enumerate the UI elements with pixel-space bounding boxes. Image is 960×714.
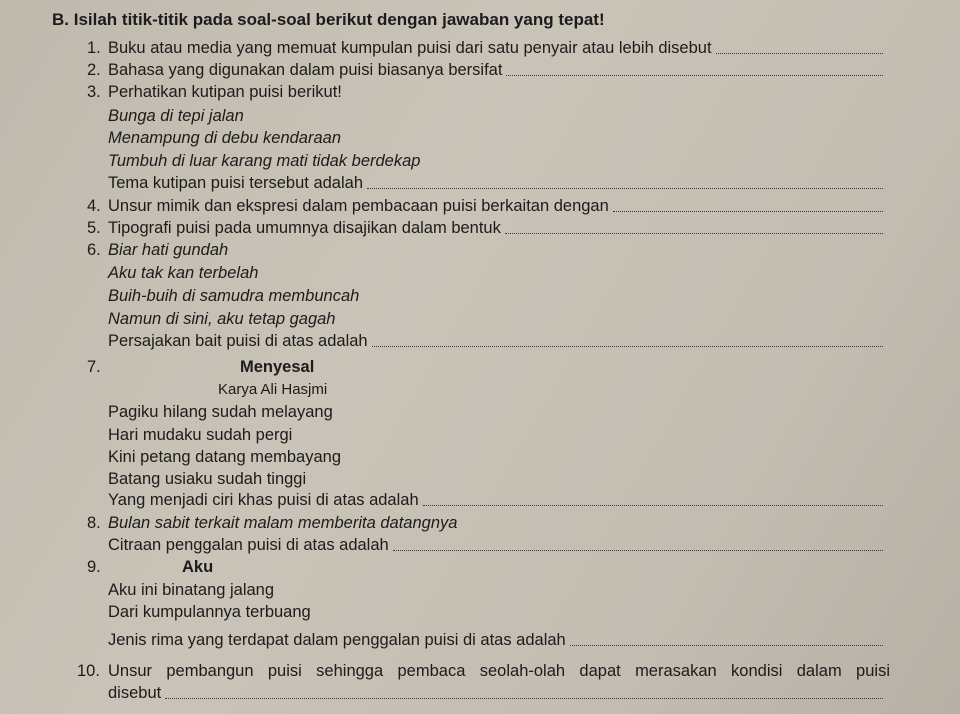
q7-prompt-row — [108, 490, 883, 510]
q7-poem-title: Menyesal — [240, 358, 315, 376]
q3-poem-line: Tumbuh di luar karang mati tidak berdekap — [108, 152, 421, 170]
q10-cont: disebut — [108, 684, 162, 702]
q6-number: 6. — [87, 241, 101, 259]
q9-poem-title: Aku — [182, 558, 214, 576]
q7-poem-line: Pagiku hilang sudah melayang — [108, 403, 333, 421]
q6-prompt-row — [108, 331, 883, 351]
q7-poem-line: Hari mudaku sudah pergi — [108, 426, 293, 444]
q5-row — [108, 218, 883, 238]
q3-poem-line: Menampung di debu kendaraan — [108, 129, 342, 147]
q6-poem-line: Namun di sini, aku tetap gagah — [108, 310, 336, 328]
q3-text: Perhatikan kutipan puisi berikut! — [108, 83, 342, 101]
q9-prompt: Jenis rima yang terdapat dalam penggalan puisi di atas adalah — [108, 631, 566, 649]
q9-poem-line: Aku ini binatang jalang — [108, 581, 275, 599]
q10-answer-line[interactable] — [165, 698, 883, 699]
q7-poem-line: Kini petang datang membayang — [108, 448, 341, 466]
q7-number: 7. — [87, 358, 101, 376]
q10-prompt-row — [108, 683, 883, 703]
q9-answer-line[interactable] — [570, 645, 883, 646]
q1-number: 1. — [87, 39, 101, 57]
section-header: B. Isilah titik-titik pada soal-soal berikut dengan jawaban yang tepat! — [52, 10, 605, 29]
q8-prompt: Citraan penggalan puisi di atas adalah — [108, 536, 389, 554]
q9-poem-line: Dari kumpulannya terbuang — [108, 603, 311, 621]
q10-number: 10. — [77, 662, 100, 680]
q3-number: 3. — [87, 83, 101, 101]
q2-answer-line[interactable] — [506, 75, 883, 76]
q4-answer-line[interactable] — [613, 211, 883, 212]
q5-number: 5. — [87, 219, 101, 237]
q2-row — [108, 60, 883, 80]
q7-answer-line[interactable] — [423, 505, 883, 506]
q1-row — [108, 38, 883, 58]
q6-poem-line: Buih-buih di samudra membuncah — [108, 287, 360, 305]
q9-number: 9. — [87, 558, 101, 576]
q8-prompt-row — [108, 535, 883, 555]
q6-poem-line: Biar hati gundah — [108, 241, 229, 259]
q7-prompt: Yang menjadi ciri khas puisi di atas adalah — [108, 491, 419, 509]
q4-text: Unsur mimik dan ekspresi dalam pembacaan puisi berkaitan dengan — [108, 197, 609, 215]
q7-poem-author: Karya Ali Hasjmi — [218, 381, 328, 398]
q8-answer-line[interactable] — [393, 550, 883, 551]
q8-number: 8. — [87, 514, 101, 532]
q4-number: 4. — [87, 197, 101, 215]
q1-answer-line[interactable] — [716, 53, 883, 54]
q3-prompt-row — [108, 173, 883, 193]
q2-text: Bahasa yang digunakan dalam puisi biasanya bersifat — [108, 61, 503, 79]
q3-answer-line[interactable] — [367, 188, 883, 189]
q3-poem-line: Bunga di tepi jalan — [108, 107, 244, 125]
q10-text: Unsur pembangun puisi sehingga pembaca seolah-olah dapat merasakan kondisi dalam puisi — [108, 662, 890, 680]
q3-prompt: Tema kutipan puisi tersebut adalah — [108, 174, 363, 192]
q4-row — [108, 196, 883, 216]
q7-poem-line: Batang usiaku sudah tinggi — [108, 470, 307, 488]
q6-answer-line[interactable] — [372, 346, 883, 347]
q5-answer-line[interactable] — [505, 233, 883, 234]
q5-text: Tipografi puisi pada umumnya disajikan dalam bentuk — [108, 219, 501, 237]
q1-text: Buku atau media yang memuat kumpulan puisi dari satu penyair atau lebih disebut — [108, 39, 712, 57]
q8-poem-line: Bulan sabit terkait malam memberita datangnya — [108, 514, 458, 532]
q9-prompt-row — [108, 630, 883, 650]
q6-prompt: Persajakan bait puisi di atas adalah — [108, 332, 368, 350]
q6-poem-line: Aku tak kan terbelah — [108, 264, 259, 282]
q2-number: 2. — [87, 61, 101, 79]
